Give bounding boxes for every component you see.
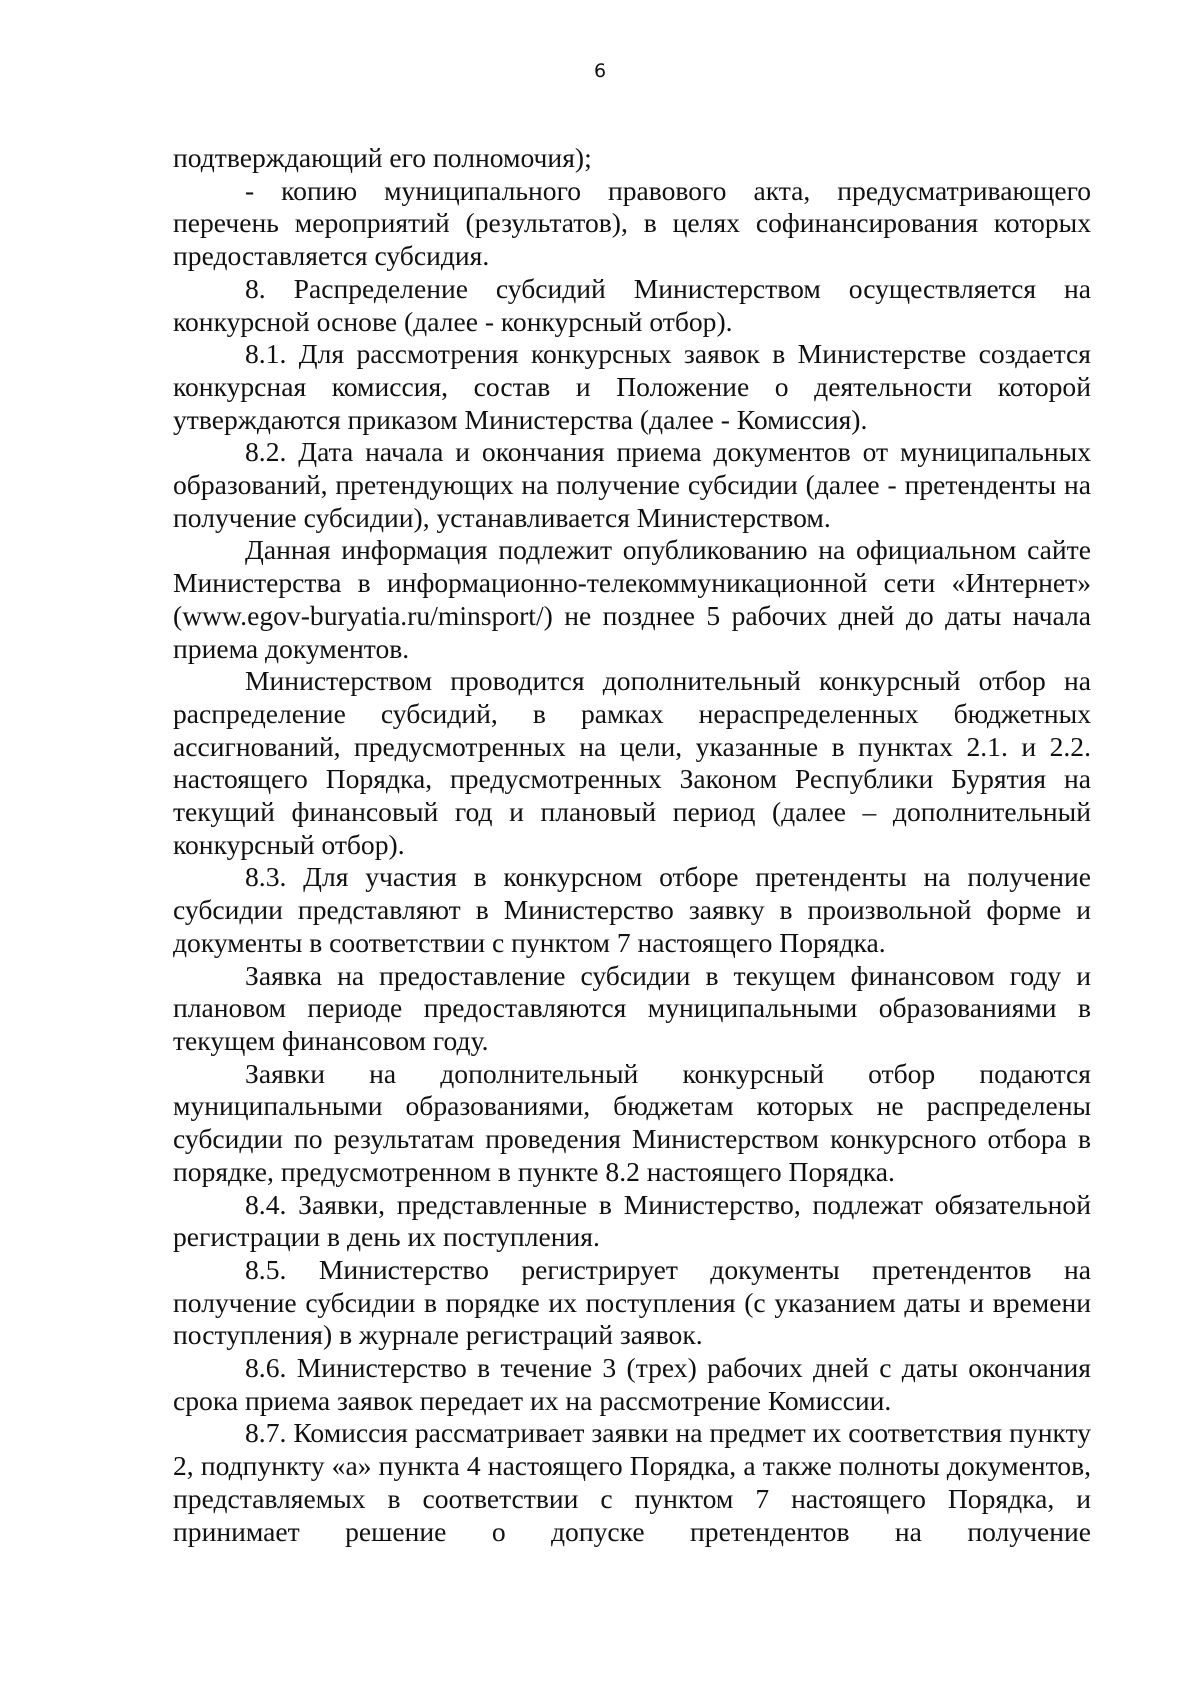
paragraph: 8.5. Министерство регистрирует документы претендентов на получение субсидии в порядке их поступления (с указанием даты и времени поступления) в журнале регистраций заявок. bbox=[173, 1253, 1091, 1351]
paragraph: подтверждающий его полномочия); bbox=[173, 142, 592, 173]
paragraph: Министерством проводится дополнительный конкурсный отбор на распределение субсидий, в рамках нераспределенных бюджетных ассигнований, предусмотренных на цели, указанные в пунктах 2.1. и 2.2. настоящего Порядка, предусмотренных Законом Республики Бурятия на текущий финансовый год и плановый период (далее – дополнительный конкурсный отбор). bbox=[173, 665, 1091, 860]
paragraph: - копию муниципального правового акта, предусматривающего перечень мероприятий (результатов), в целях софинансирования которых предоставляется субсидия. bbox=[173, 174, 1091, 272]
paragraph: 8.7. Комиссия рассматривает заявки на предмет их соответствия пункту 2, подпункту «а» пункта 4 настоящего Порядка, а также полноты документов, представляемых в соответствии с пунктом 7 настоящего Порядка, и принимает решение о допуске претендентов на получение bbox=[173, 1417, 1091, 1547]
paragraph: 8.4. Заявки, представленные в Министерство, подлежат обязательной регистрации в день их поступления. bbox=[173, 1188, 1091, 1253]
page-number: 6 bbox=[593, 60, 607, 82]
paragraph: 8.3. Для участия в конкурсном отборе претенденты на получение субсидии представляют в Министерство заявку в произвольной форме и документы в соответствии с пунктом 7 настоящего Порядка. bbox=[173, 861, 1091, 958]
document-body bbox=[173, 142, 1091, 1548]
paragraph: Данная информация подлежит опубликованию на официальном сайте Министерства в информационно-телекоммуникационной сети «Интернет» (www.egov-buryatia.ru/minsport/) не позднее 5 рабочих дней до даты начала приема документов. bbox=[173, 534, 1091, 664]
paragraph: 8.2. Дата начала и окончания приема документов от муниципальных образований, претендующих на получение субсидии (далее - претенденты на получение субсидии), устанавливается Министерством. bbox=[173, 436, 1091, 533]
paragraph: Заявка на предоставление субсидии в текущем финансовом году и плановом периоде предоставляются муниципальными образованиями в текущем финансовом году. bbox=[173, 959, 1091, 1056]
paragraph: 8.6. Министерство в течение 3 (трех) рабочих дней с даты окончания срока приема заявок передает их на рассмотрение Комиссии. bbox=[173, 1352, 1091, 1416]
paragraph: Заявки на дополнительный конкурсный отбор подаются муниципальными образованиями, бюджетам которых не распределены субсидии по результатам проведения Министерством конкурсного отбора в порядке, предусмотренном в пункте 8.2 настоящего Порядка. bbox=[173, 1057, 1091, 1187]
paragraph: 8.1. Для рассмотрения конкурсных заявок в Министерстве создается конкурсная комиссия, состав и Положение о деятельности которой утверждаются приказом Министерства (далее - Комиссия). bbox=[173, 338, 1091, 435]
paragraph: 8. Распределение субсидий Министерством осуществляется на конкурсной основе (далее - конкурсный отбор). bbox=[173, 272, 1091, 337]
